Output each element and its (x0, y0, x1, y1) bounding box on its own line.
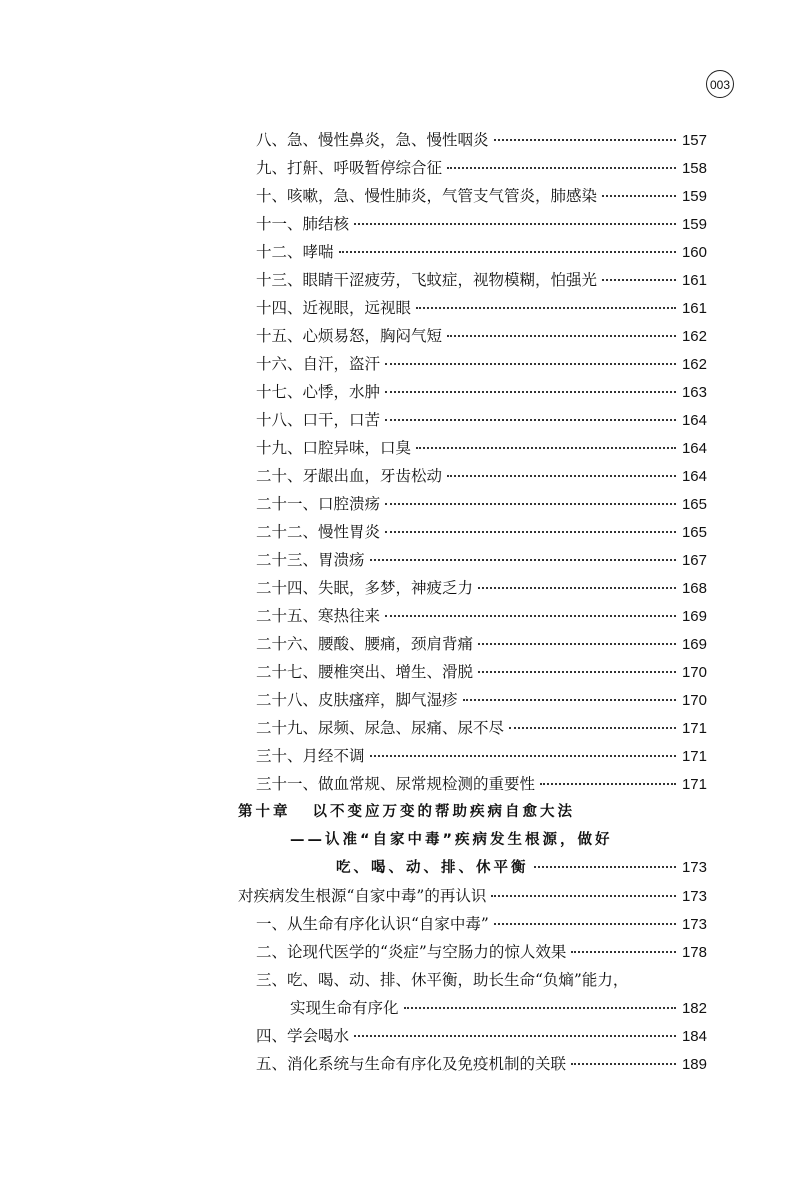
toc-entry[interactable] (256, 1022, 707, 1050)
dot-leader (370, 754, 676, 757)
toc-entry[interactable] (256, 154, 707, 182)
toc-entry-page: 159 (681, 188, 707, 205)
toc-entry-page: 173 (681, 916, 707, 933)
toc-entry-page: 161 (681, 272, 707, 289)
toc-entry[interactable] (256, 546, 707, 574)
dot-leader (494, 922, 676, 925)
toc-entry-title: 二十七、腰椎突出、增生、滑脱 (256, 663, 474, 681)
toc-entry-page: 162 (681, 328, 707, 345)
toc-entry-page: 159 (681, 216, 707, 233)
chapter-subtitle-line2: 吃、喝、动、排、休平衡 (336, 860, 529, 876)
toc-entry-page: 184 (681, 1028, 707, 1045)
chapter-subtitle-entry[interactable] (336, 854, 707, 882)
toc-entry-page: 169 (681, 608, 707, 625)
toc-entry-page: 164 (681, 412, 707, 429)
toc-entry-title: 四、学会喝水 (256, 1027, 350, 1045)
dot-leader (416, 446, 676, 449)
toc-entry-title: 二十五、寒热往来 (256, 607, 381, 625)
toc-entry[interactable] (256, 770, 707, 798)
toc-entry-page: 169 (681, 636, 707, 653)
toc-entry[interactable] (290, 994, 707, 1022)
toc-entry-title: 十六、自汗，盗汗 (256, 355, 381, 373)
toc-entry-page: 162 (681, 356, 707, 373)
toc-entry-title: 二十六、腰酸、腰痛，颈肩背痛 (256, 635, 474, 653)
dot-leader (385, 418, 676, 421)
toc-entry-page: 171 (681, 776, 707, 793)
toc-entry-title: 九、打鼾、呼吸暂停综合征 (256, 159, 443, 177)
dot-leader (602, 194, 676, 197)
toc-entry[interactable] (256, 350, 707, 378)
toc-entry-title-line1: 三、吃、喝、动、排、休平衡，助长生命“负熵”能力， (256, 971, 629, 989)
dot-leader (385, 502, 676, 505)
toc-entry-title: 八、急、慢性鼻炎，急、慢性咽炎 (256, 131, 489, 149)
page-number: 003 (706, 70, 734, 98)
toc-entry-title: 五、消化系统与生命有序化及免疫机制的关联 (256, 1055, 567, 1073)
chapter-title: 以不变应万变的帮助疾病自愈大法 (312, 804, 575, 820)
chapter-heading[interactable] (238, 798, 575, 826)
dot-leader (463, 698, 676, 701)
toc-entry-page: 170 (681, 692, 707, 709)
toc-entry[interactable] (256, 938, 707, 966)
dot-leader (416, 306, 676, 309)
toc-entry-title: 二十一、口腔溃疡 (256, 495, 381, 513)
toc-entry-page: 160 (681, 244, 707, 261)
toc-entry[interactable] (256, 378, 707, 406)
toc-entry-page: 163 (681, 384, 707, 401)
dot-leader (339, 250, 676, 253)
toc-entry[interactable] (256, 518, 707, 546)
toc-entry-title: 二十三、胃溃疡 (256, 551, 365, 569)
toc-entry[interactable] (256, 182, 707, 210)
dot-leader (534, 865, 677, 868)
toc-entry-title: 十四、近视眼，远视眼 (256, 299, 412, 317)
toc-entry-title: 十一、肺结核 (256, 215, 350, 233)
chapter-subtitle-line1: ——认准“自家中毒”疾病发生根源，做好 (290, 832, 613, 848)
toc-entry-page: 164 (681, 440, 707, 457)
toc-entry-title: 十七、心悸，水肿 (256, 383, 381, 401)
toc-entry[interactable] (256, 406, 707, 434)
toc-entry-title: 十九、口腔异味，口臭 (256, 439, 412, 457)
toc-entry-page: 171 (681, 748, 707, 765)
toc-entry[interactable] (256, 322, 707, 350)
dot-leader (385, 390, 676, 393)
dot-leader (602, 278, 676, 281)
toc-entry-page: 165 (681, 524, 707, 541)
toc-entry[interactable] (256, 602, 707, 630)
dot-leader (478, 586, 676, 589)
dot-leader (385, 530, 676, 533)
toc-entry-title: 十八、口干，口苦 (256, 411, 381, 429)
dot-leader (491, 894, 676, 897)
toc-entry-title-line2: 实现生命有序化 (290, 999, 399, 1017)
toc-entry-title: 十、咳嗽，急、慢性肺炎，气管支气管炎，肺感染 (256, 187, 598, 205)
toc-entry-title: 三十、月经不调 (256, 747, 365, 765)
toc-entry-title: 十五、心烦易怒，胸闷气短 (256, 327, 443, 345)
toc-entry-title: 十三、眼睛干涩疲劳，飞蚊症，视物模糊，怕强光 (256, 271, 598, 289)
toc-entry-page: 164 (681, 468, 707, 485)
toc-entry[interactable] (256, 210, 707, 238)
dot-leader (571, 1062, 676, 1065)
toc-entry[interactable] (256, 714, 707, 742)
toc-entry[interactable] (256, 658, 707, 686)
dot-leader (571, 950, 676, 953)
toc-entry-title: 二十八、皮肤瘙痒，脚气湿疹 (256, 691, 458, 709)
toc-entry-page: 178 (681, 944, 707, 961)
chapter-number: 第十章 (238, 804, 291, 820)
toc-entry[interactable] (256, 126, 707, 154)
dot-leader (385, 362, 676, 365)
dot-leader (404, 1006, 676, 1009)
toc-entry-title: 二十九、尿频、尿急、尿痛、尿不尽 (256, 719, 505, 737)
toc-entry-title: 二十四、失眠，多梦，神疲乏力 (256, 579, 474, 597)
toc-entry[interactable] (256, 434, 707, 462)
toc-entry[interactable] (256, 630, 707, 658)
dot-leader (385, 614, 676, 617)
toc-entry-title: 一、从生命有序化认识“自家中毒” (256, 915, 489, 933)
toc-entry[interactable] (256, 686, 707, 714)
dot-leader (447, 474, 676, 477)
dot-leader (509, 726, 676, 729)
toc-entry-title: 二十、牙龈出血，牙齿松动 (256, 467, 443, 485)
toc-entry-page: 173 (681, 859, 707, 876)
toc-entry-page: 182 (681, 1000, 707, 1017)
dot-leader (494, 138, 676, 141)
toc-section-title: 对疾病发生根源“自家中毒”的再认识 (238, 887, 487, 905)
toc-entry-title: 二、论现代医学的“炎症”与空肠力的惊人效果 (256, 943, 567, 961)
toc-section[interactable] (238, 882, 707, 910)
toc-entry-page: 158 (681, 160, 707, 177)
toc-entry-page: 170 (681, 664, 707, 681)
toc-entry[interactable] (256, 238, 707, 266)
toc-entry-page: 173 (681, 888, 707, 905)
dot-leader (447, 166, 676, 169)
dot-leader (478, 642, 676, 645)
dot-leader (540, 782, 676, 785)
toc-entry[interactable] (256, 266, 707, 294)
toc-entry[interactable] (256, 910, 707, 938)
dot-leader (447, 334, 676, 337)
toc-entry[interactable] (256, 294, 707, 322)
toc-entry-title: 三十一、做血常规、尿常规检测的重要性 (256, 775, 536, 793)
toc-entry-page: 168 (681, 580, 707, 597)
dot-leader (370, 558, 676, 561)
toc-entry[interactable] (256, 742, 707, 770)
toc-entry[interactable] (256, 462, 707, 490)
toc-entry-title: 十二、哮喘 (256, 243, 334, 261)
dot-leader (354, 1034, 676, 1037)
dot-leader (354, 222, 676, 225)
toc-entry[interactable] (256, 1050, 707, 1078)
toc-entry-page: 157 (681, 132, 707, 149)
toc-entry-title: 二十二、慢性胃炎 (256, 523, 381, 541)
toc-entry-page: 167 (681, 552, 707, 569)
toc-entry-page: 171 (681, 720, 707, 737)
toc-entry-page: 161 (681, 300, 707, 317)
toc-entry[interactable] (256, 574, 707, 602)
toc-entry-page: 165 (681, 496, 707, 513)
dot-leader (478, 670, 676, 673)
table-of-contents (0, 126, 800, 1086)
toc-entry-page: 189 (681, 1056, 707, 1073)
toc-entry[interactable] (256, 490, 707, 518)
